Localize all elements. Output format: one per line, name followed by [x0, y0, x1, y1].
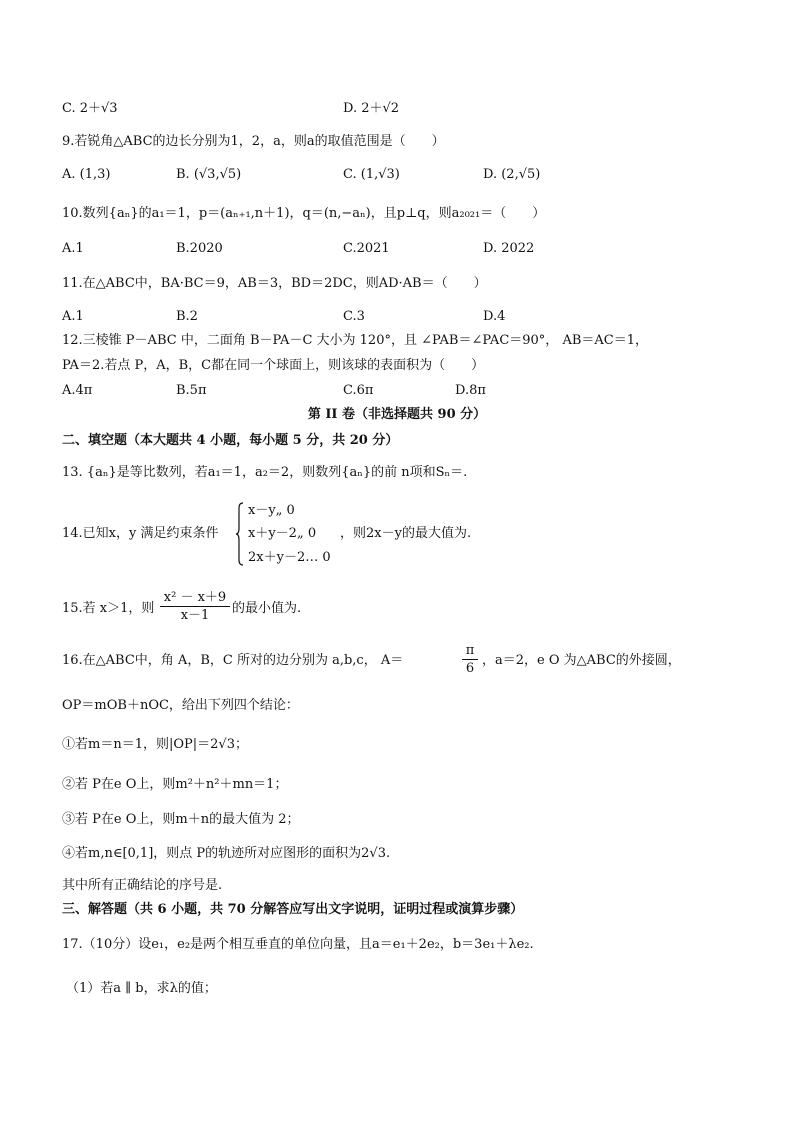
q9-option-b: B. (√3,√5)	[176, 167, 242, 182]
q11-option-d: D.4	[483, 309, 506, 324]
q11-option-a: A.1	[62, 309, 84, 324]
q14-constraint-1: x－y„ 0	[248, 503, 295, 518]
q14-constraint-2: x＋y－2„ 0	[248, 526, 317, 541]
q16-conclusion-3: ③若 P在e O上，则m＋n的最大值为 2；	[62, 812, 300, 827]
q10-option-b: B.2020	[176, 241, 223, 256]
q10-stem: 10.数列{aₙ}的a₁＝1，p＝(aₙ₊₁,n＋1)，q＝(n,−aₙ)，且p⊥q，则a₂₀₂₁＝（ ）	[62, 206, 546, 221]
q16-fraction	[462, 642, 478, 677]
q12-stem-line2: PA＝2.若点 P，A，B，C都在同一个球面上，则该球的表面积为（ ）	[62, 358, 485, 373]
q13-stem: 13. {aₙ}是等比数列，若a₁＝1，a₂＝2，则数列{aₙ}的前 n项和Sₙ＝.	[62, 465, 468, 480]
q12-option-d: D.8π	[455, 383, 486, 398]
q16-stem-b: ，a＝2，e O 为△ABC的外接圆，	[482, 653, 681, 668]
q14-constraint-3: 2x＋y－2… 0	[248, 550, 331, 565]
q11-option-c: C.3	[343, 309, 365, 324]
q8-option-d: D. 2＋√2	[343, 101, 400, 116]
section3-title: 三、解答题（共 6 小题，共 70 分解答应写出文字说明，证明过程或演算步骤）	[62, 902, 524, 917]
q14-prefix: 14.已知x，y 满足约束条件	[62, 526, 219, 541]
q16-fraction-denominator: 6	[465, 661, 475, 676]
q15-suffix: 的最小值为.	[232, 601, 302, 616]
q9-option-a: A. (1,3)	[62, 167, 111, 182]
q16-fraction-numerator: π	[462, 642, 478, 660]
q16-conclusion-4: ④若m,n∈[0,1]，则点 P的轨迹所对应图形的面积为2√3.	[62, 846, 391, 861]
q10-option-d: D. 2022	[483, 241, 535, 256]
section2-title: 二、填空题（本大题共 4 小题，每小题 5 分，共 20 分）	[62, 433, 399, 448]
q16-conclusion-2: ②若 P在e O上，则m²＋n²＋mn＝1；	[62, 777, 288, 792]
q15-numerator: x² － x＋9	[160, 589, 230, 607]
q12-option-c: C.6π	[343, 383, 374, 398]
q16-stem-a: 16.在△ABC中，角 A，B，C 所对的边分别为 a,b,c， A＝	[62, 653, 404, 668]
q15-denominator: x－1	[180, 608, 210, 623]
q10-option-c: C.2021	[343, 241, 390, 256]
part2-title: 第 II 卷（非选择题共 90 分）	[307, 407, 487, 422]
q16-line2: OP＝mOB＋nOC，给出下列四个结论：	[62, 698, 299, 713]
q9-option-d: D. (2,√5)	[483, 167, 541, 182]
q9-option-c: C. (1,√3)	[343, 167, 400, 182]
q16-conclusion-1: ①若m＝n＝1，则|OP|＝2√3；	[62, 737, 248, 752]
q14-suffix: ，则2x－y的最大值为.	[340, 526, 472, 541]
q11-stem: 11.在△ABC中，BA·BC＝9，AB＝3，BD＝2DC，则AD·AB＝（ ）	[62, 276, 487, 291]
q9-stem: 9.若锐角△ABC的边长分别为1，2，a，则a的取值范围是（ ）	[62, 134, 445, 149]
q15-prefix: 15.若 x＞1，则	[62, 601, 155, 616]
q12-option-b: B.5π	[176, 383, 207, 398]
q17-part1: （1）若a ∥ b，求λ的值；	[66, 981, 217, 996]
q16-ending: 其中所有正确结论的序号是.	[62, 878, 223, 893]
q12-stem-line1: 12.三棱锥 P－ABC 中，二面角 B－PA－C 大小为 120°，且 ∠PAB＝∠PAC＝90°， AB＝AC＝1，	[62, 333, 648, 348]
q8-option-c: C. 2＋√3	[62, 101, 118, 116]
q15-fraction	[160, 589, 230, 624]
q11-option-b: B.2	[176, 309, 198, 324]
system-brace-icon	[236, 502, 244, 566]
q12-option-a: A.4π	[62, 383, 93, 398]
q17-stem: 17.（10分）设e₁，e₂是两个相互垂直的单位向量，且a＝e₁＋2e₂，b＝3e₁＋λe₂.	[62, 937, 534, 952]
q10-option-a: A.1	[62, 241, 84, 256]
